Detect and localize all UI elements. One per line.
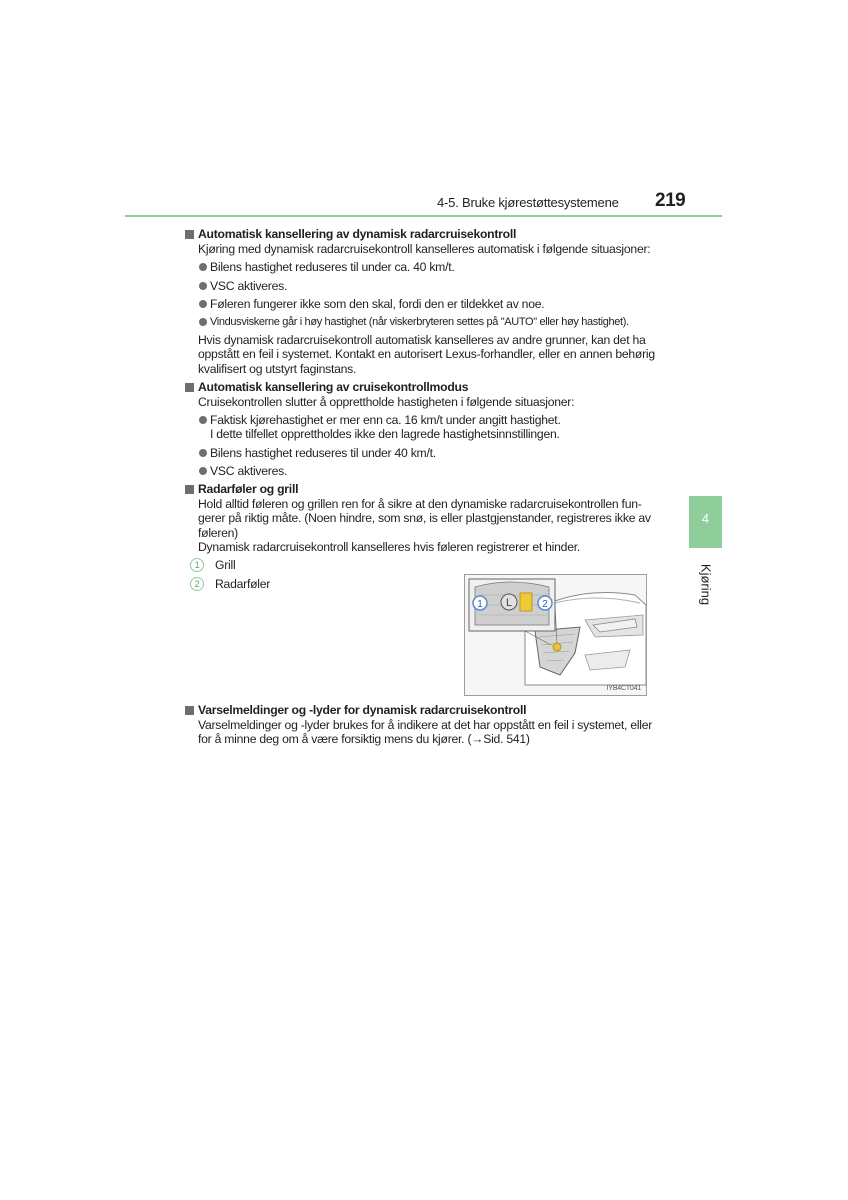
callout-label: Grill xyxy=(215,558,236,573)
list-item: Vindusviskerne går i høy hastighet (når viskerbryteren settes på "AUTO" eller høy hastighet). xyxy=(185,315,665,329)
callout-number-icon: 2 xyxy=(190,577,204,591)
svg-text:2: 2 xyxy=(542,599,548,610)
header-section-title: 4-5. Bruke kjørestøttesystemene xyxy=(437,195,619,210)
bullet-icon xyxy=(199,263,207,271)
car-front-figure xyxy=(464,574,647,696)
bullet-icon xyxy=(199,282,207,290)
callout-grill xyxy=(185,558,665,572)
callout-number-icon: 1 xyxy=(190,558,204,572)
section-heading: Automatisk kansellering av cruisekontrollmodus xyxy=(185,380,665,394)
bullet-icon xyxy=(199,449,207,457)
svg-text:L: L xyxy=(505,597,513,609)
section-heading: Automatisk kansellering av dynamisk radarcruisekontroll xyxy=(185,227,665,241)
bullet-icon xyxy=(199,467,207,475)
callout-label: Radarføler xyxy=(215,577,271,592)
section-heading: Varselmeldinger og -lyder for dynamisk radarcruisekontroll xyxy=(185,703,665,717)
paragraph: Varselmeldinger og -lyder brukes for å indikere at det har oppstått en feil i systemet, eller for å minne deg om å være forsiktig mens du kjører. (→Sid. 541) xyxy=(198,718,653,747)
bullet-icon xyxy=(199,318,207,326)
chapter-tab: 4 xyxy=(689,496,722,548)
bullet-icon xyxy=(199,300,207,308)
header-rule xyxy=(125,215,722,217)
chapter-label: Kjøring xyxy=(698,563,714,606)
paragraph: Cruisekontrollen slutter å opprettholde hastigheten i følgende situasjoner: xyxy=(198,395,575,410)
paragraph: Kjøring med dynamisk radarcruisekontroll kanselleres automatisk i følgende situasjoner: xyxy=(198,242,651,257)
page-number: 219 xyxy=(655,190,686,211)
svg-text:1: 1 xyxy=(477,599,483,610)
list-item: Føleren fungerer ikke som den skal, fordi den er tildekket av noe. xyxy=(185,297,665,311)
list-item: Faktisk kjørehastighet er mer enn ca. 16 km/t under angitt hastighet. I dette tilfellet opprettholdes ikke den lagrede hastighetsinnstillingen. xyxy=(185,413,665,441)
list-item: Bilens hastighet reduseres til under 40 km/t. xyxy=(185,446,665,460)
list-item: VSC aktiveres. xyxy=(185,279,665,293)
bullet-icon xyxy=(199,416,207,424)
list-item: Bilens hastighet reduseres til under ca. 40 km/t. xyxy=(185,260,665,274)
section-heading: Radarføler og grill xyxy=(185,482,665,496)
paragraph: Hvis dynamisk radarcruisekontroll automatisk kanselleres av andre grunner, kan det ha oppstått en feil i systemet. Kontakt en autorisert Lexus-forhandler, eller en annen behørig kvalifisert og utstyrt faginstans. xyxy=(198,333,655,376)
figure-code: IYB4CT041 xyxy=(606,685,641,692)
paragraph: Dynamisk radarcruisekontroll kanselleres hvis føleren registrerer et hinder. xyxy=(198,539,580,554)
paragraph: Hold alltid føleren og grillen ren for å sikre at den dynamiske radarcruisekontrollen fun-gerer på riktig måte. (Noen hindre, som snø, is eller plastgjenstander, registreres ikke av føleren) xyxy=(198,497,651,540)
car-front-illustration xyxy=(465,575,646,695)
list-item: VSC aktiveres. xyxy=(185,464,665,478)
